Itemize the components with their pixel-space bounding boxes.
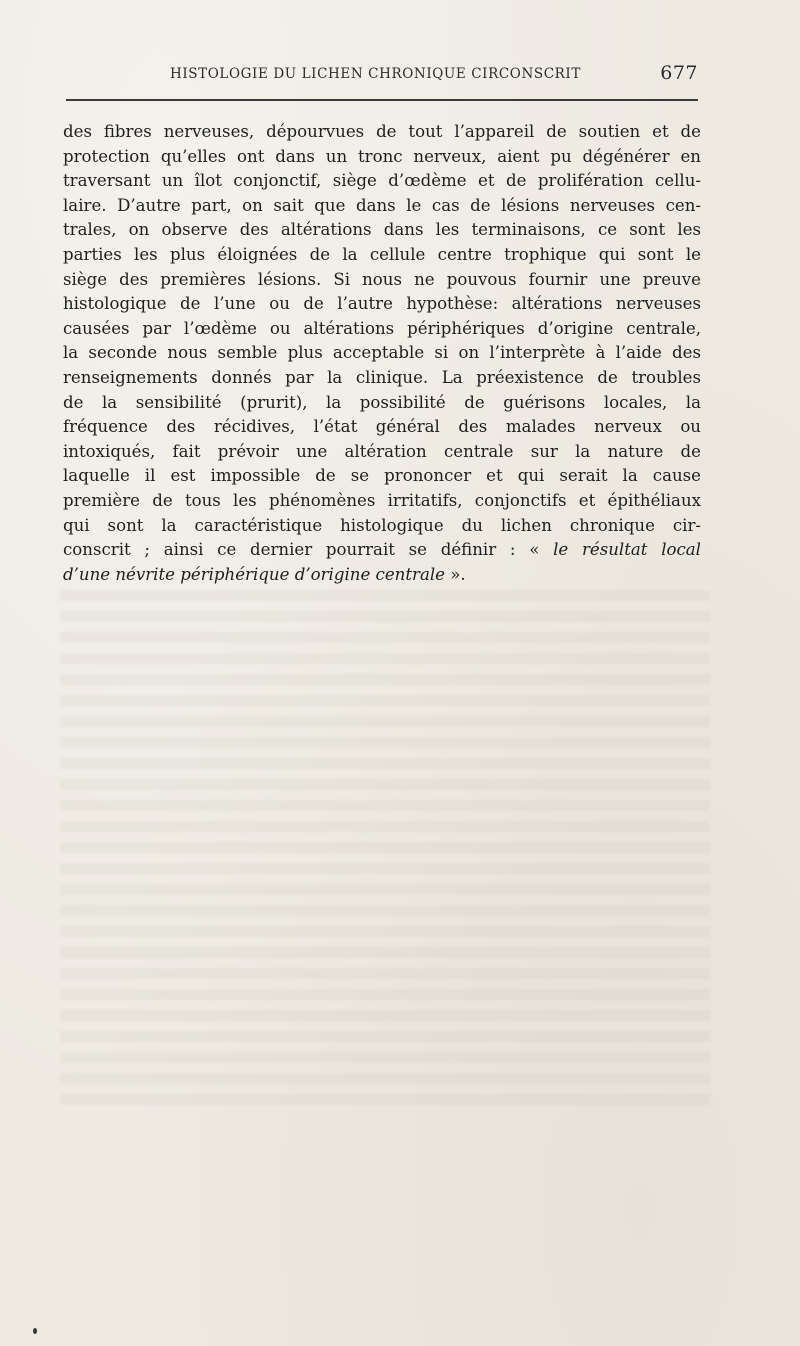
body-paragraph (63, 120, 701, 587)
text-line: traversant un îlot conjonctif, siège d’œdème et de prolifération cellu- (63, 171, 701, 191)
header-rule (66, 99, 698, 101)
text-segment: ». (444, 564, 466, 584)
text-line: qui sont la caractéristique histologique du lichen chronique cir- (63, 515, 701, 535)
text-segment: conscrit ; ainsi ce dernier pourrait se définir : « (63, 540, 554, 560)
running-title: HISTOLOGIE DU LICHEN CHRONIQUE CIRCONSCRIT (170, 66, 581, 82)
text-line: de la sensibilité (prurit), la possibilité de guérisons locales, la (63, 392, 701, 412)
text-line-mixed (63, 538, 701, 563)
text-line: parties les plus éloignées de la cellule centre trophique qui sont le (63, 244, 701, 264)
text-line: laire. D’autre part, on sait que dans le cas de lésions nerveuses cen- (63, 195, 701, 215)
text-line: intoxiqués, fait prévoir une altération centrale sur la nature de (63, 441, 701, 461)
text-line: causées par l’œdème ou altérations périphériques d’origine centrale, (63, 318, 701, 338)
text-line: renseignements donnés par la clinique. La préexistence de troubles (63, 367, 701, 387)
page-number: 677 (660, 62, 698, 84)
text-line: première de tous les phénomènes irritatifs, conjonctifs et épithéliaux (63, 490, 701, 510)
text-line: histologique de l’une ou de l’autre hypothèse: altérations nerveuses (63, 294, 701, 314)
text-line: la seconde nous semble plus acceptable si on l’interprète à l’aide des (63, 343, 701, 363)
text-line-mixed (63, 563, 701, 588)
text-line: protection qu’elles ont dans un tronc nerveux, aient pu dégénérer en (63, 146, 701, 166)
ink-speck (33, 1328, 37, 1334)
page-header (66, 62, 698, 94)
show-through-text (60, 590, 710, 1110)
text-line: trales, on observe des altérations dans les terminaisons, ce sont les (63, 220, 701, 240)
text-line: fréquence des récidives, l’état général des malades nerveux ou (63, 417, 701, 437)
italic-quote: d’une névrite périphérique d’origine centrale (63, 564, 445, 584)
text-line: siège des premières lésions. Si nous ne pouvous fournir une preuve (63, 269, 701, 289)
text-line: laquelle il est impossible de se prononcer et qui serait la cause (63, 466, 701, 486)
text-line: des fibres nerveuses, dépourvues de tout l’appareil de soutien et de (63, 122, 701, 141)
italic-quote: le résultat local (553, 540, 701, 560)
